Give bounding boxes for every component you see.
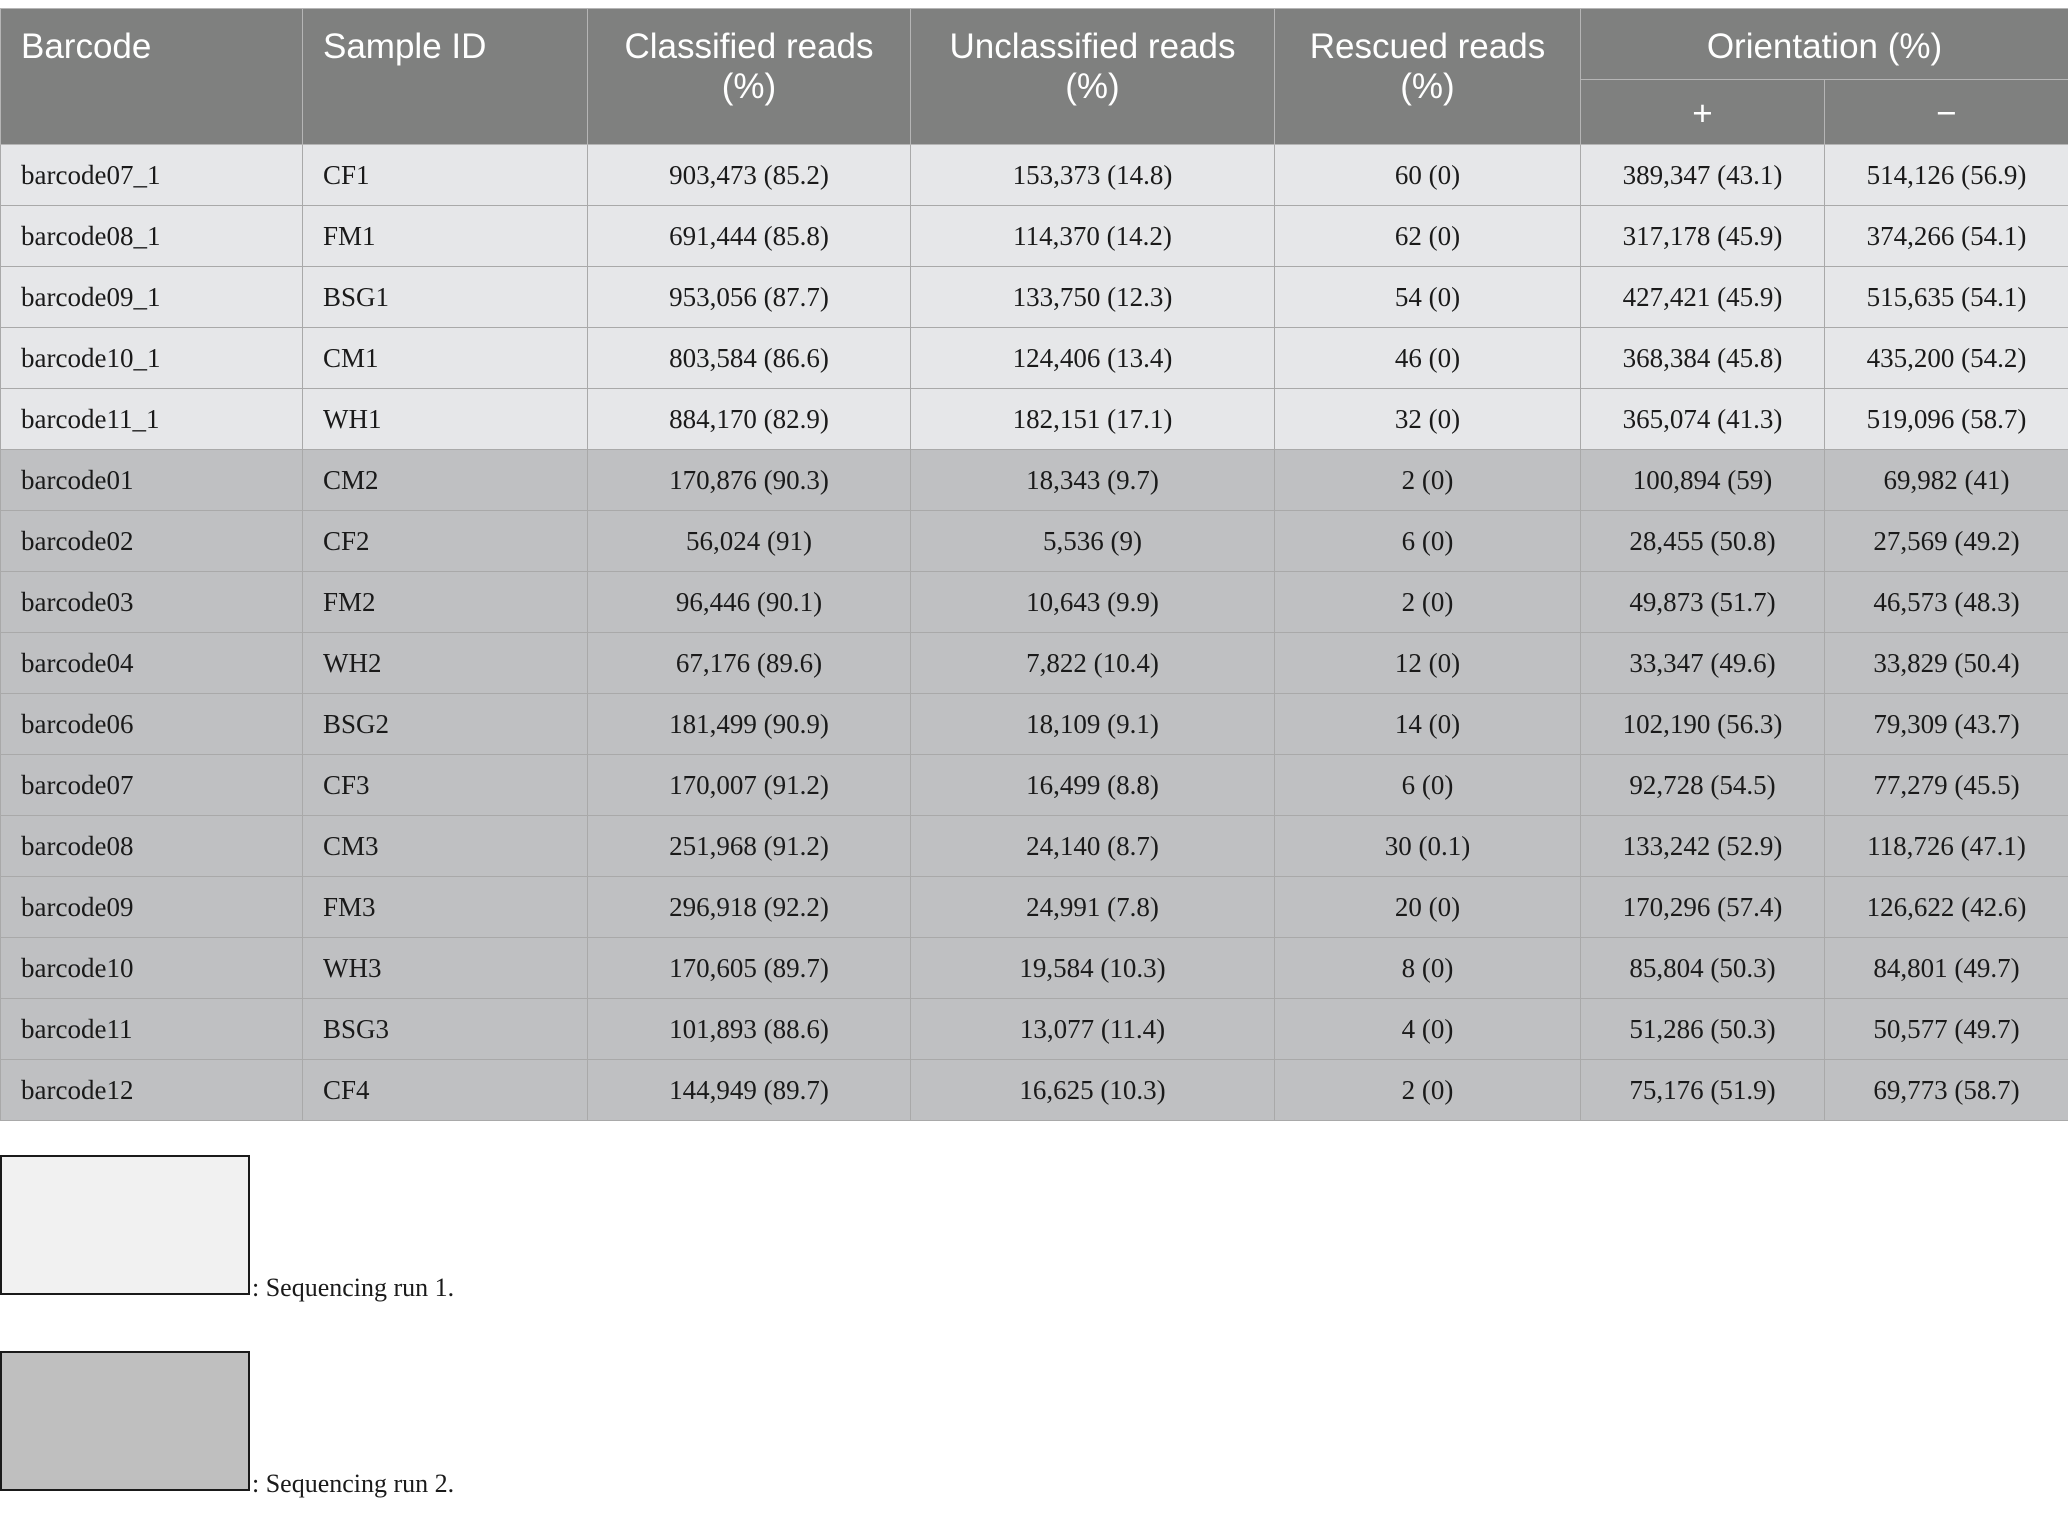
header-sample-id: Sample ID xyxy=(303,9,588,145)
cell-sample-id: WH3 xyxy=(303,938,588,999)
header-rescued-line2: (%) xyxy=(1400,67,1455,106)
cell-classified-reads: 803,584 (86.6) xyxy=(588,328,911,389)
table-row xyxy=(1,633,2068,694)
cell-unclassified-reads: 114,370 (14.2) xyxy=(911,206,1275,267)
cell-orientation-plus: 49,873 (51.7) xyxy=(1581,572,1825,633)
cell-rescued-reads: 54 (0) xyxy=(1275,267,1581,328)
table-row xyxy=(1,999,2068,1060)
table-row xyxy=(1,877,2068,938)
table-row xyxy=(1,389,2068,450)
cell-orientation-plus: 33,347 (49.6) xyxy=(1581,633,1825,694)
cell-classified-reads: 170,007 (91.2) xyxy=(588,755,911,816)
header-orientation: Orientation (%) xyxy=(1581,9,2068,80)
cell-unclassified-reads: 133,750 (12.3) xyxy=(911,267,1275,328)
cell-orientation-plus: 368,384 (45.8) xyxy=(1581,328,1825,389)
header-rescued-reads xyxy=(1275,9,1581,145)
cell-rescued-reads: 60 (0) xyxy=(1275,145,1581,206)
cell-rescued-reads: 30 (0.1) xyxy=(1275,816,1581,877)
cell-orientation-plus: 75,176 (51.9) xyxy=(1581,1060,1825,1121)
cell-rescued-reads: 32 (0) xyxy=(1275,389,1581,450)
cell-barcode: barcode07 xyxy=(1,755,303,816)
header-classified-reads xyxy=(588,9,911,145)
table-row xyxy=(1,511,2068,572)
legend-swatch-run-2 xyxy=(0,1351,250,1491)
cell-classified-reads: 296,918 (92.2) xyxy=(588,877,911,938)
cell-orientation-minus: 77,279 (45.5) xyxy=(1825,755,2068,816)
cell-barcode: barcode09 xyxy=(1,877,303,938)
cell-sample-id: CF1 xyxy=(303,145,588,206)
cell-rescued-reads: 8 (0) xyxy=(1275,938,1581,999)
cell-orientation-minus: 519,096 (58.7) xyxy=(1825,389,2068,450)
cell-classified-reads: 903,473 (85.2) xyxy=(588,145,911,206)
cell-rescued-reads: 20 (0) xyxy=(1275,877,1581,938)
cell-unclassified-reads: 18,109 (9.1) xyxy=(911,694,1275,755)
legend-label-run-1: : Sequencing run 1. xyxy=(252,1273,455,1302)
cell-orientation-plus: 389,347 (43.1) xyxy=(1581,145,1825,206)
legend-label-run-2: : Sequencing run 2. xyxy=(252,1469,455,1498)
cell-classified-reads: 96,446 (90.1) xyxy=(588,572,911,633)
cell-rescued-reads: 2 (0) xyxy=(1275,450,1581,511)
cell-unclassified-reads: 182,151 (17.1) xyxy=(911,389,1275,450)
cell-barcode: barcode08_1 xyxy=(1,206,303,267)
cell-classified-reads: 251,968 (91.2) xyxy=(588,816,911,877)
cell-barcode: barcode09_1 xyxy=(1,267,303,328)
cell-rescued-reads: 6 (0) xyxy=(1275,755,1581,816)
cell-barcode: barcode10_1 xyxy=(1,328,303,389)
cell-unclassified-reads: 18,343 (9.7) xyxy=(911,450,1275,511)
cell-orientation-plus: 427,421 (45.9) xyxy=(1581,267,1825,328)
cell-barcode: barcode03 xyxy=(1,572,303,633)
cell-classified-reads: 953,056 (87.7) xyxy=(588,267,911,328)
cell-barcode: barcode02 xyxy=(1,511,303,572)
cell-sample-id: FM1 xyxy=(303,206,588,267)
cell-orientation-plus: 170,296 (57.4) xyxy=(1581,877,1825,938)
cell-classified-reads: 181,499 (90.9) xyxy=(588,694,911,755)
cell-sample-id: CF3 xyxy=(303,755,588,816)
cell-orientation-minus: 84,801 (49.7) xyxy=(1825,938,2068,999)
cell-classified-reads: 56,024 (91) xyxy=(588,511,911,572)
cell-orientation-minus: 27,569 (49.2) xyxy=(1825,511,2068,572)
cell-orientation-minus: 118,726 (47.1) xyxy=(1825,816,2068,877)
header-orientation-minus: − xyxy=(1825,80,2068,145)
cell-sample-id: FM2 xyxy=(303,572,588,633)
cell-orientation-minus: 515,635 (54.1) xyxy=(1825,267,2068,328)
cell-unclassified-reads: 7,822 (10.4) xyxy=(911,633,1275,694)
cell-orientation-plus: 51,286 (50.3) xyxy=(1581,999,1825,1060)
cell-sample-id: CM3 xyxy=(303,816,588,877)
cell-sample-id: WH1 xyxy=(303,389,588,450)
cell-orientation-minus: 374,266 (54.1) xyxy=(1825,206,2068,267)
table-row xyxy=(1,328,2068,389)
header-unclassified-line2: (%) xyxy=(1065,67,1120,106)
cell-sample-id: BSG2 xyxy=(303,694,588,755)
cell-barcode: barcode07_1 xyxy=(1,145,303,206)
cell-classified-reads: 144,949 (89.7) xyxy=(588,1060,911,1121)
cell-classified-reads: 170,605 (89.7) xyxy=(588,938,911,999)
table-row xyxy=(1,1060,2068,1121)
table-row xyxy=(1,450,2068,511)
cell-rescued-reads: 6 (0) xyxy=(1275,511,1581,572)
cell-unclassified-reads: 16,499 (8.8) xyxy=(911,755,1275,816)
cell-sample-id: BSG3 xyxy=(303,999,588,1060)
cell-sample-id: CM1 xyxy=(303,328,588,389)
legend-swatch-run-1 xyxy=(0,1155,250,1295)
cell-unclassified-reads: 19,584 (10.3) xyxy=(911,938,1275,999)
cell-rescued-reads: 4 (0) xyxy=(1275,999,1581,1060)
cell-unclassified-reads: 10,643 (9.9) xyxy=(911,572,1275,633)
cell-orientation-minus: 514,126 (56.9) xyxy=(1825,145,2068,206)
cell-rescued-reads: 12 (0) xyxy=(1275,633,1581,694)
cell-orientation-plus: 133,242 (52.9) xyxy=(1581,816,1825,877)
cell-orientation-plus: 28,455 (50.8) xyxy=(1581,511,1825,572)
header-barcode: Barcode xyxy=(1,9,303,145)
table-row xyxy=(1,267,2068,328)
cell-orientation-minus: 69,982 (41) xyxy=(1825,450,2068,511)
cell-rescued-reads: 62 (0) xyxy=(1275,206,1581,267)
cell-rescued-reads: 14 (0) xyxy=(1275,694,1581,755)
cell-unclassified-reads: 24,140 (8.7) xyxy=(911,816,1275,877)
cell-orientation-plus: 92,728 (54.5) xyxy=(1581,755,1825,816)
cell-orientation-minus: 126,622 (42.6) xyxy=(1825,877,2068,938)
cell-classified-reads: 101,893 (88.6) xyxy=(588,999,911,1060)
reads-table xyxy=(0,8,2068,1121)
cell-sample-id: CF4 xyxy=(303,1060,588,1121)
cell-barcode: barcode01 xyxy=(1,450,303,511)
cell-classified-reads: 170,876 (90.3) xyxy=(588,450,911,511)
cell-barcode: barcode11 xyxy=(1,999,303,1060)
legend-run-1 xyxy=(0,1155,700,1305)
header-rescued-line1: Rescued reads xyxy=(1309,27,1546,66)
cell-rescued-reads: 2 (0) xyxy=(1275,572,1581,633)
header-classified-line2: (%) xyxy=(721,67,777,106)
cell-sample-id: CF2 xyxy=(303,511,588,572)
table-row xyxy=(1,816,2068,877)
cell-classified-reads: 67,176 (89.6) xyxy=(588,633,911,694)
cell-classified-reads: 691,444 (85.8) xyxy=(588,206,911,267)
cell-unclassified-reads: 13,077 (11.4) xyxy=(911,999,1275,1060)
cell-unclassified-reads: 124,406 (13.4) xyxy=(911,328,1275,389)
cell-unclassified-reads: 153,373 (14.8) xyxy=(911,145,1275,206)
header-orientation-plus: + xyxy=(1581,80,1825,145)
legend-run-2 xyxy=(0,1351,700,1501)
cell-rescued-reads: 46 (0) xyxy=(1275,328,1581,389)
cell-orientation-plus: 100,894 (59) xyxy=(1581,450,1825,511)
header-classified-line1: Classified reads xyxy=(624,27,874,66)
cell-orientation-plus: 85,804 (50.3) xyxy=(1581,938,1825,999)
cell-orientation-minus: 69,773 (58.7) xyxy=(1825,1060,2068,1121)
cell-orientation-plus: 102,190 (56.3) xyxy=(1581,694,1825,755)
header-unclassified-line1: Unclassified reads xyxy=(949,27,1236,66)
cell-sample-id: BSG1 xyxy=(303,267,588,328)
table-row xyxy=(1,755,2068,816)
cell-barcode: barcode04 xyxy=(1,633,303,694)
cell-sample-id: WH2 xyxy=(303,633,588,694)
cell-orientation-minus: 435,200 (54.2) xyxy=(1825,328,2068,389)
cell-orientation-plus: 365,074 (41.3) xyxy=(1581,389,1825,450)
cell-sample-id: CM2 xyxy=(303,450,588,511)
cell-rescued-reads: 2 (0) xyxy=(1275,1060,1581,1121)
cell-barcode: barcode10 xyxy=(1,938,303,999)
cell-sample-id: FM3 xyxy=(303,877,588,938)
table-body xyxy=(1,145,2068,1121)
cell-orientation-minus: 33,829 (50.4) xyxy=(1825,633,2068,694)
cell-barcode: barcode08 xyxy=(1,816,303,877)
cell-orientation-minus: 50,577 (49.7) xyxy=(1825,999,2068,1060)
table-row xyxy=(1,206,2068,267)
cell-barcode: barcode12 xyxy=(1,1060,303,1121)
table-row xyxy=(1,572,2068,633)
cell-orientation-minus: 79,309 (43.7) xyxy=(1825,694,2068,755)
table-row xyxy=(1,694,2068,755)
cell-barcode: barcode11_1 xyxy=(1,389,303,450)
header-unclassified-reads xyxy=(911,9,1275,145)
cell-unclassified-reads: 24,991 (7.8) xyxy=(911,877,1275,938)
table-row xyxy=(1,145,2068,206)
cell-unclassified-reads: 16,625 (10.3) xyxy=(911,1060,1275,1121)
header-row xyxy=(1,9,2068,80)
cell-classified-reads: 884,170 (82.9) xyxy=(588,389,911,450)
cell-orientation-plus: 317,178 (45.9) xyxy=(1581,206,1825,267)
cell-barcode: barcode06 xyxy=(1,694,303,755)
cell-unclassified-reads: 5,536 (9) xyxy=(911,511,1275,572)
cell-orientation-minus: 46,573 (48.3) xyxy=(1825,572,2068,633)
table-row xyxy=(1,938,2068,999)
